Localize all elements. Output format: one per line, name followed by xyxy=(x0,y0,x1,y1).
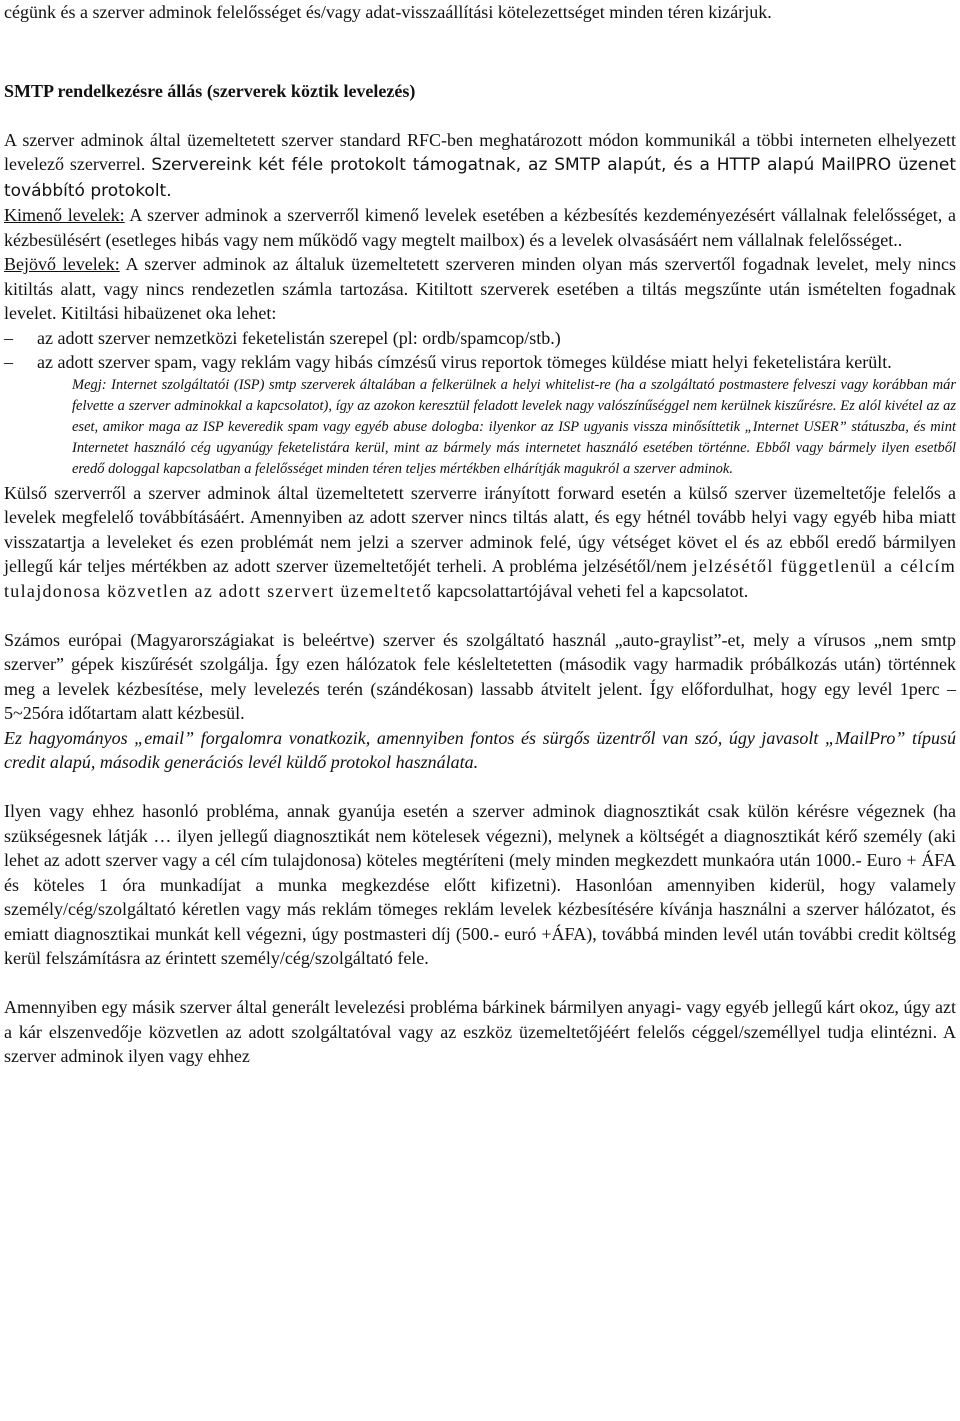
list-item xyxy=(4,326,956,351)
smtp-paragraph xyxy=(4,128,956,204)
external-text-b: jelzésétől függetlenül a célcím tulajdonosa közvetlen az adott szervert üzemeltető xyxy=(4,556,957,601)
intro-text: cégünk és a szerver adminok felelősséget és/vagy adat-visszaállítási kötelezettséget minden téren kizárjuk. xyxy=(4,2,772,22)
section-title: SMTP rendelkezésre állás (szerverek köztik levelezés) xyxy=(4,80,416,101)
list-item-text: az adott szerver nemzetközi feketelistán szerepel (pl: ordb/spamcop/stb.) xyxy=(37,327,561,348)
external-text-c: kapcsolattartójával veheti fel a kapcsolatot. xyxy=(432,580,749,601)
graylist-text: Számos európai (Magyarországiakat is beleértve) szerver és szolgáltató használ „auto-graylist”-et, mely a vírusos „nem smtp szerver” gépek kiszűrését szolgálja. Így ezen hálózatok fele késleltetetten (második vagy harmadik próbálkozás után) történnek meg a levelek kézbesítése, mely levelezés terén (szándékosan) lassabb átvitelt jelent. Így előfordulhat, hogy egy levél 1perc – 5~25óra időtartam alatt kézbesül. xyxy=(4,629,956,724)
damage-paragraph xyxy=(4,995,956,1069)
incoming-text: A szerver adminok az általuk üzemeltetett szerveren minden olyan más szervertől fogadnak levelet, mely nincs kitiltás alatt, vagy nincs rendezetlen számla tartozása. Kitiltott szerverek esetében a tiltás megszűnte után ismételten fogadnak levelet. Kitiltási hibaüzenet oka lehet: xyxy=(4,254,957,323)
incoming-paragraph xyxy=(4,252,956,326)
list-item-text: az adott szerver spam, vagy reklám vagy hibás címzésű virus reportok tömeges küldése miatt helyi feketelistára került. xyxy=(37,352,892,372)
damage-text: Amennyiben egy másik szerver által generált levelezési probléma bárkinek bármilyen anyagi- vagy egyéb jellegű kárt okoz, úgy azt a kár elszenvedője közvetlen az adott szolgáltatóval vagy az eszköz üzemeltetőjéért felelős céggel/személlyel tudja elintézni. A szerver adminok ilyen vagy ehhez xyxy=(4,997,956,1067)
diagnostic-text: Ilyen vagy ehhez hasonló probléma, annak gyanúja esetén a szerver adminok diagnosztikát csak külön kérésre végeznek (ha szükségesnek látják … ilyen jellegű diagnosztikát nem kötelesek végezni), melynek a költségét a diagnosztikát kérő személy (aki lehet az adott szerver vagy a cél cím tulajdonosa) köteles megtéríteni (mely minden megkezdett munkaóra után 1000.- Euro + ÁFA és köteles 1 óra munkadíjat a munka megkezdése előtt kifizetni). Hasonlóan amennyiben kiderül, hogy valamely személy/cég/szolgáltató kéretlen vagy más reklám tömeges reklám levelek kézbesítésére kívánja használni a szerver hálózatot, és emiatt diagnosztikai munkát kell végezni, úgy postmasteri díj (500.- euró +ÁFA), továbbá minden levél után további credit költség kerül felszámításra az érintett személy/cég/szolgáltató fele. xyxy=(4,801,956,969)
isp-note-text: Megj: Internet szolgáltatói (ISP) smtp szerverek általában a felkerülnek a helyi whitelist-re (ha a szolgáltató postmastere felveszi vagy korábban már felvette a szerver adminokkal a kapcsolatot), így az azokon keresztül feladott levelek nagy valószínűséggel nem kerülnek kiszűrésre. Ez alól kivétel az az eset, amikor maga az ISP keveredik spam vagy egyéb abuse dologba: ilyenkor az ISP ugyanis vissza minősíttetik „Internet USER” státuszba, és mint Internetet használó cég ugyanúgy feketelistára kerül, mint az bármely más internetet használó esetében történne. Ebből vagy bármely ilyen esetből eredő dologgal kapcsolatban a felelősséget minden téren teljes mértékben elhárítják magukról a szerver adminok. xyxy=(72,376,956,478)
intro-paragraph xyxy=(4,0,956,25)
graylist-italic-text: Ez hagyományos „email” forgalomra vonatkozik, amennyiben fontos és sürgős üzentről van szó, úgy javasolt „MailPro” típusú credit alapú, második generációs levél küldő protokol használata. xyxy=(4,727,956,773)
graylist-paragraph xyxy=(4,628,956,726)
diagnostic-paragraph xyxy=(4,799,956,971)
smtp-text-serif: A szerver adminok által üzemeltetett szerver standard RFC-ben meghatározott módon kommunikál a többi interneten elhelyezett levelező szerverrel. xyxy=(4,129,956,174)
outgoing-label: Kimenő levelek: xyxy=(4,205,125,225)
external-forward-paragraph xyxy=(4,481,956,604)
graylist-italic-paragraph xyxy=(4,726,956,775)
external-text-a: Külső szerverről a szerver adminok által üzemeltetett szerverre irányított forward esetén a külső szerver üzemeltetője felelős a levelek megfelelő továbbításáért. Amennyiben az adott szerver nincs tiltás alatt, és egy hétnél tovább helyi vagy egyéb hiba miatt visszatartja a leveleket és ezen problémát nem jelzi a szerver adminok felé, úgy vétséget követ el és az ebből eredő bármilyen jellegű kár teljes mértékben az adott szerver üzemeltetőjét terheli. A probléma jelzésétől/nem xyxy=(4,482,956,577)
reasons-list xyxy=(4,326,956,375)
outgoing-text: A szerver adminok a szerverről kimenő levelek esetében a kézbesítés kezdeményezésért vállalnak felelősséget, a kézbesülésért (esetleges hibás vagy nem működő vagy megtelt mailbox) és a levelek olvasásáért nem vállalnak felelősséget.. xyxy=(4,205,956,250)
outgoing-paragraph xyxy=(4,203,956,252)
isp-note xyxy=(72,375,956,481)
list-item xyxy=(4,350,956,375)
dash-bullet: – xyxy=(4,327,13,348)
smtp-text-sans: Szervereink két féle protokolt támogatnak, az SMTP alapút, és a HTTP alapú MailPRO üzenet továbbító protokolt. xyxy=(4,155,957,201)
dash-bullet: – xyxy=(4,352,13,372)
incoming-label: Bejövő levelek: xyxy=(4,254,120,274)
